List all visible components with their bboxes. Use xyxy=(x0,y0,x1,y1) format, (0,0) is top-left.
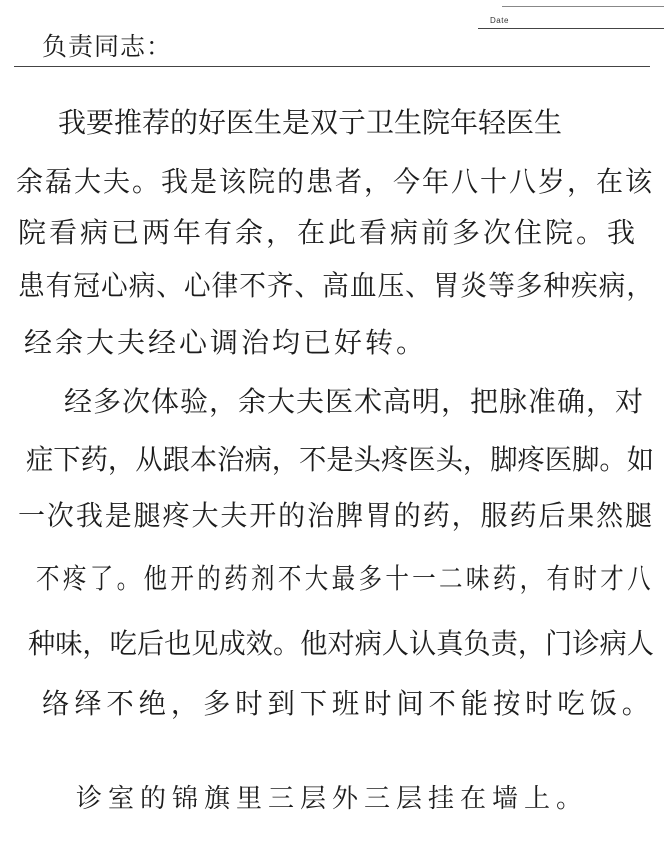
letter-line: 患有冠心病、心律不齐、高血压、胃炎等多种疾病， xyxy=(18,269,654,302)
letter-line: 院看病已两年有余，在此看病前多次住院。我 xyxy=(18,216,639,249)
letter-line: 种味，吃后也见成效。他对病人认真负责，门诊病人 xyxy=(28,627,654,660)
letter-line: 我要推荐的好医生是双亍卫生院年轻医生 xyxy=(58,106,563,139)
date-rule xyxy=(478,28,664,29)
salutation-rule xyxy=(14,66,650,67)
date-field xyxy=(478,4,664,28)
letter-line: 一次我是腿疼大夫开的治脾胃的药，服药后果然腿 xyxy=(18,499,654,532)
salutation: 负责同志： xyxy=(42,32,173,61)
date-top-rule xyxy=(502,6,664,7)
letter-line: 络绎不绝，多时到下班时间不能按时吃饭。 xyxy=(42,687,655,720)
letter-line: 症下药，从跟本治病，不是头疼医头，脚疼医脚。如 xyxy=(26,443,655,476)
date-label: Date xyxy=(490,16,509,25)
letter-line: 诊室的锦旗里三层外三层挂在墙上。 xyxy=(76,784,589,814)
letter-line: 余磊大夫。我是该院的患者，今年八十八岁，在该 xyxy=(16,165,655,198)
letter-line: 经多次体验，余大夫医术高明，把脉准确，对 xyxy=(64,385,645,418)
letter-line: 经余大夫经心调治均已好转。 xyxy=(24,326,428,359)
letter-line: 不疼了。他开的药剂不大最多十一二味药，有时才八 xyxy=(36,562,655,595)
